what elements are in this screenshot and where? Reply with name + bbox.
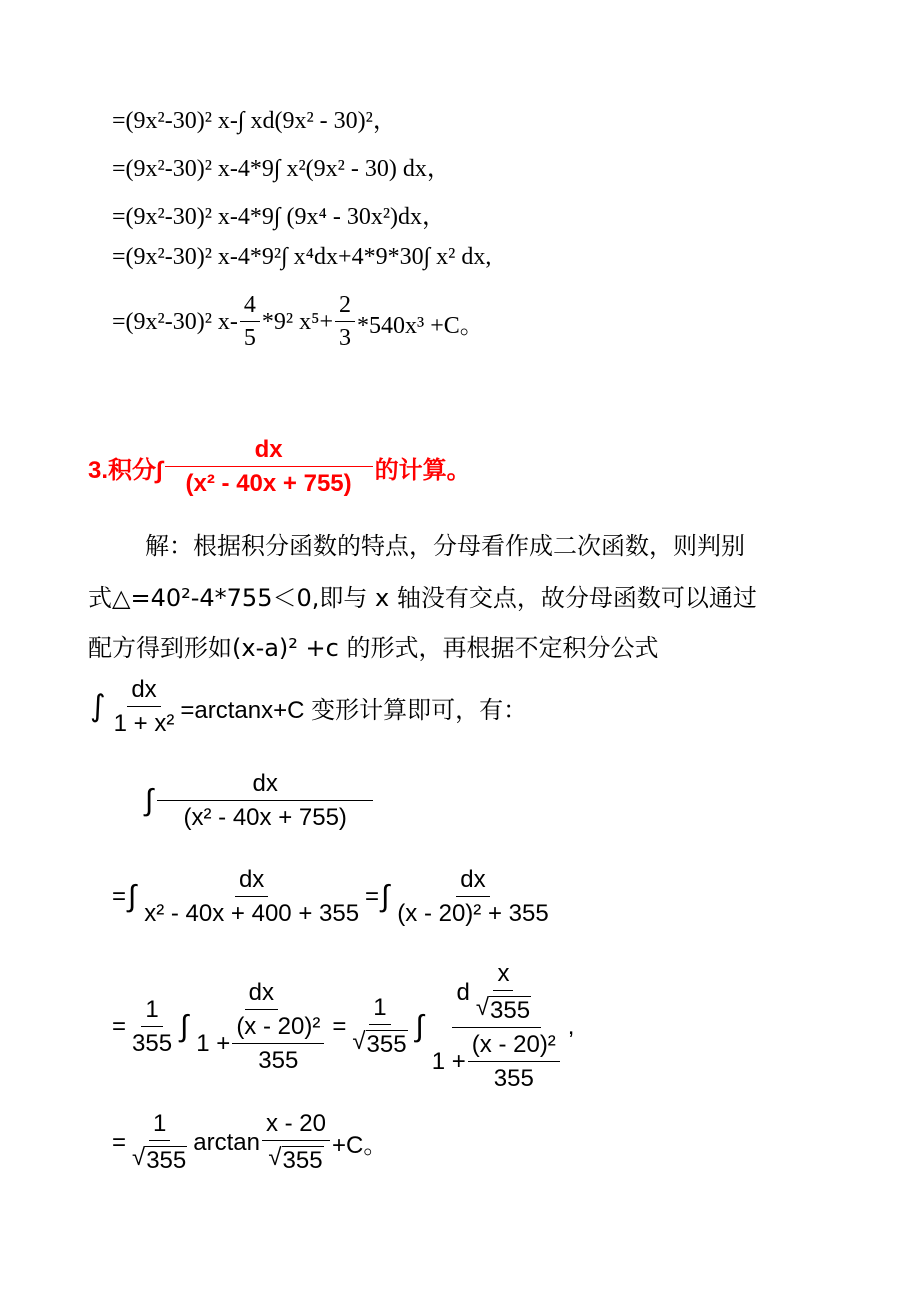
square-root bbox=[268, 1146, 323, 1175]
fraction-denominator bbox=[128, 1141, 191, 1175]
fraction-four-fifths bbox=[240, 292, 260, 352]
integral-sign: ∫ bbox=[415, 1009, 424, 1043]
derivation-text: *540x³ +C。 bbox=[357, 312, 484, 339]
result-tail: +C。 bbox=[331, 1132, 388, 1159]
derivation-text: =(9x²-30)² x-∫ xd(9x² - 30)²， bbox=[112, 108, 397, 134]
radicand: 355 bbox=[146, 1147, 187, 1174]
derivation-line-5 bbox=[112, 292, 484, 352]
fraction-denominator: 355 bbox=[258, 1046, 299, 1074]
radical-sign: √ bbox=[475, 994, 490, 1021]
fraction-numerator: x bbox=[493, 960, 513, 991]
fraction-numerator: dx bbox=[456, 866, 489, 897]
fraction-denominator: x² - 40x + 400 + 355 bbox=[144, 900, 360, 927]
square-root bbox=[476, 996, 531, 1025]
derivation-line-3 bbox=[112, 196, 446, 231]
derivation-text: =(9x²-30)² x- bbox=[112, 308, 238, 335]
equals-sign: = bbox=[365, 883, 380, 910]
derivation-line-4 bbox=[112, 244, 491, 271]
equation-1 bbox=[143, 770, 375, 832]
square-root bbox=[352, 1030, 407, 1059]
integral-sign: ∫ bbox=[145, 784, 154, 817]
derivation-text: =(9x²-30)² x-4*9∫ (9x⁴ - 30x²)dx， bbox=[112, 204, 447, 230]
fraction-numerator: 1 bbox=[149, 1110, 170, 1141]
integral-sign: ∫ bbox=[381, 880, 390, 913]
fraction-denominator: (x² - 40x + 755) bbox=[185, 470, 352, 497]
fraction-numerator: 1 bbox=[141, 996, 162, 1027]
fraction-numerator: 1 bbox=[369, 994, 390, 1025]
paragraph-line-4 bbox=[88, 676, 527, 738]
heading-text: 3.积分∫ bbox=[88, 456, 163, 484]
fraction-denominator bbox=[264, 1141, 327, 1175]
derivation-line-2 bbox=[112, 148, 451, 183]
radicand: 355 bbox=[282, 1147, 323, 1174]
fraction-denominator bbox=[348, 1025, 411, 1059]
fraction-numerator: dx bbox=[165, 436, 373, 467]
fraction-numerator: dx bbox=[235, 866, 268, 897]
paragraph-line-3: 配方得到形如(x-a)² +c 的形式，再根据不定积分公式 bbox=[88, 634, 659, 662]
fraction-numerator: 2 bbox=[335, 292, 355, 322]
fraction-denominator: (x - 20)² + 355 bbox=[397, 900, 549, 927]
eq3-coefficient-1 bbox=[128, 996, 176, 1058]
radicand: 355 bbox=[490, 997, 531, 1024]
equation-3 bbox=[112, 960, 574, 1093]
derivation-text: =(9x²-30)² x-4*9²∫ x⁴dx+4*9*30∫ x² dx, bbox=[112, 244, 492, 270]
inner-fraction bbox=[472, 960, 535, 1025]
fraction-numerator: (x - 20)² bbox=[232, 1013, 324, 1044]
radical-sign: √ bbox=[268, 1144, 282, 1171]
fraction-denominator: 355 bbox=[493, 1065, 534, 1092]
fraction-denominator bbox=[472, 991, 535, 1025]
derivation-line-1 bbox=[112, 100, 397, 135]
fraction-numerator: dx bbox=[127, 676, 160, 707]
eq3-coefficient-2 bbox=[348, 994, 411, 1059]
fraction-denominator: 1 + x² bbox=[113, 710, 175, 737]
eq3-integrand-1 bbox=[192, 979, 330, 1075]
eq3-integrand-2 bbox=[428, 960, 566, 1093]
denominator-prefix: 1 + bbox=[431, 1048, 466, 1075]
eq4-coefficient bbox=[128, 1110, 191, 1175]
fraction-numerator: dx bbox=[245, 979, 278, 1010]
trailing-comma: , bbox=[567, 1012, 575, 1040]
integral-sign: ∫ bbox=[128, 880, 137, 913]
differential-d: d bbox=[456, 978, 470, 1006]
fraction-two-thirds bbox=[335, 292, 355, 352]
derivation-text: =(9x²-30)² x-4*9∫ x²(9x² - 30) dx， bbox=[112, 156, 451, 182]
denominator-prefix: 1 + bbox=[196, 1029, 231, 1057]
formula-fraction bbox=[110, 676, 179, 738]
eq2-fraction-a bbox=[140, 866, 363, 928]
radical-sign: √ bbox=[352, 1028, 366, 1055]
derivation-text: *9² x⁵+ bbox=[261, 308, 334, 335]
fraction-denominator: 3 bbox=[339, 325, 352, 351]
integral-sign: ∫ bbox=[90, 689, 106, 724]
heading-text: 的计算。 bbox=[374, 456, 471, 484]
equals-sign: = bbox=[332, 1012, 347, 1040]
inner-fraction bbox=[468, 1031, 560, 1093]
integral-sign: ∫ bbox=[180, 1009, 189, 1043]
heading-fraction bbox=[165, 436, 373, 498]
fraction-numerator: (x - 20)² bbox=[468, 1031, 560, 1062]
paragraph-line-2: 式△=40²-4*755＜0,即与 x 轴没有交点，故分母函数可以通过 bbox=[88, 584, 757, 612]
paragraph-text: =arctanx+C 变形计算即可，有： bbox=[180, 696, 528, 724]
equals-sign: = bbox=[112, 1012, 127, 1040]
fraction-denominator bbox=[428, 1028, 566, 1093]
eq4-argument bbox=[262, 1110, 330, 1175]
fraction-numerator bbox=[452, 960, 541, 1028]
fraction-numerator: dx bbox=[157, 770, 373, 801]
eq1-fraction bbox=[157, 770, 373, 832]
radicand: 355 bbox=[366, 1031, 407, 1058]
eq2-fraction-b bbox=[393, 866, 552, 928]
paragraph-line-1: 解：根据积分函数的特点，分母看作成二次函数，则判别 bbox=[145, 532, 745, 560]
radical-sign: √ bbox=[132, 1144, 146, 1171]
fraction-denominator: (x² - 40x + 755) bbox=[183, 804, 347, 831]
equation-4 bbox=[112, 1110, 387, 1175]
fraction-denominator: 5 bbox=[243, 325, 256, 351]
inner-fraction bbox=[232, 1013, 324, 1075]
fraction-denominator: 355 bbox=[132, 1029, 173, 1057]
square-root bbox=[132, 1146, 187, 1175]
fraction-numerator: x - 20 bbox=[262, 1110, 330, 1141]
equation-2 bbox=[112, 866, 555, 928]
equals-sign: = bbox=[112, 1128, 127, 1156]
arctan-text: arctan bbox=[193, 1128, 260, 1156]
equals-sign: = bbox=[112, 883, 127, 910]
fraction-numerator: 4 bbox=[240, 292, 260, 322]
fraction-denominator bbox=[192, 1010, 330, 1075]
section-heading bbox=[88, 436, 471, 498]
